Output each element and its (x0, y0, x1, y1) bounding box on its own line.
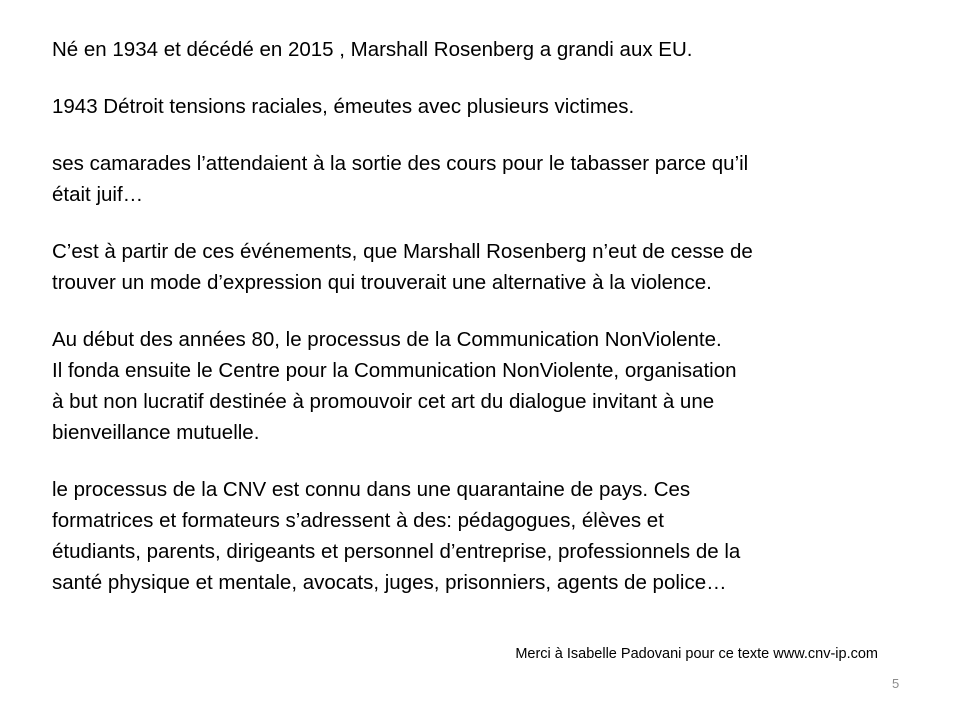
text-line: Au début des années 80, le processus de la Communication NonViolente. (52, 328, 722, 351)
paragraph-detroit (52, 91, 902, 122)
credit-note: Merci à Isabelle Padovani pour ce texte www.cnv-ip.com (515, 646, 878, 662)
text-line: trouver un mode d’expression qui trouverait une alternative à la violence. (52, 271, 712, 294)
text-line: santé physique et mentale, avocats, juges, prisonniers, agents de police… (52, 571, 727, 594)
page-number: 5 (892, 676, 900, 691)
text-line: étudiants, parents, dirigeants et personnel d’entreprise, professionnels de la (52, 540, 741, 563)
text-line: ses camarades l’attendaient à la sortie des cours pour le tabasser parce qu’il (52, 152, 749, 175)
text-line: 1943 Détroit tensions raciales, émeutes avec plusieurs victimes. (52, 95, 635, 118)
paragraph-school (52, 148, 902, 210)
text-line: formatrices et formateurs s’adressent à des: pédagogues, élèves et (52, 509, 664, 532)
text-line: était juif… (52, 183, 144, 206)
text-line: le processus de la CNV est connu dans une quarantaine de pays. Ces (52, 478, 691, 501)
paragraph-cnv-founding (52, 324, 902, 448)
text-line: C’est à partir de ces événements, que Marshall Rosenberg n’eut de cesse de (52, 240, 753, 263)
paragraph-events (52, 236, 902, 298)
text-line: bienveillance mutuelle. (52, 421, 260, 444)
slide-body (52, 34, 902, 624)
text-line: Il fonda ensuite le Centre pour la Communication NonViolente, organisation (52, 359, 737, 382)
paragraph-cnv-reach (52, 474, 902, 598)
paragraph-birth (52, 34, 902, 65)
text-line: Né en 1934 et décédé en 2015 , Marshall Rosenberg a grandi aux EU. (52, 38, 693, 61)
text-line: à but non lucratif destinée à promouvoir cet art du dialogue invitant à une (52, 390, 715, 413)
